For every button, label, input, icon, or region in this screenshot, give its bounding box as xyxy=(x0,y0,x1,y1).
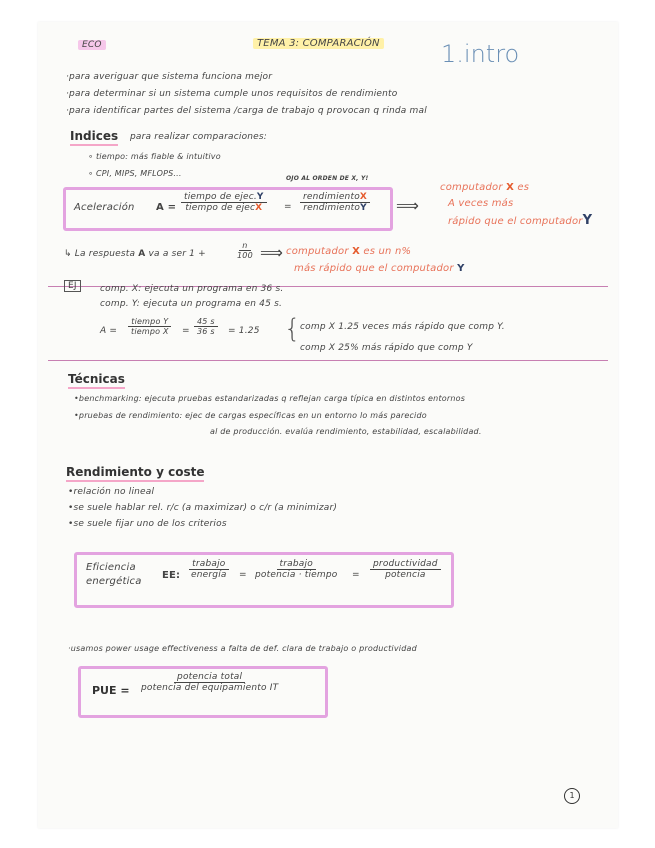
implies-arrow-icon: ⟹ xyxy=(396,196,419,215)
tecnicas-heading: Técnicas xyxy=(68,372,125,389)
tecnicas-bullet-1: •benchmarking: ejecuta pruebas estandarizadas q reflejan carga típica en distintos entornos xyxy=(74,394,466,403)
respuesta-fraction: $\frac{n}{100}$ xyxy=(237,241,253,260)
f2-den: rendimiento xyxy=(303,203,361,213)
y-var-icon: Y xyxy=(582,213,593,228)
eficiencia-label-1: Eficiencia xyxy=(86,562,136,573)
aceleracion-result-3: rápido que el computadorY xyxy=(448,213,593,228)
ejemplo-eq-2: = 1.25 xyxy=(228,326,260,336)
indices-heading: Indices xyxy=(70,129,118,146)
rendimiento-bullet-1: •relación no lineal xyxy=(68,487,155,497)
page-title: 1.intro xyxy=(441,40,520,68)
brace-icon: { xyxy=(284,314,301,344)
pue-fraction: $\frac{\text{potencia total}}{\text{potencia del equipamiento IT}}$ xyxy=(141,672,279,693)
ejemplo-fraction-2: $\frac{45 s}{36 s}$ xyxy=(194,317,218,336)
ejemplo-fraction-1: $\frac{\text{tiempo Y}}{\text{tiempo X}}$ xyxy=(128,317,172,336)
aceleracion-label: Aceleración xyxy=(74,202,135,213)
eficiencia-fraction-1: $\frac{\text{trabajo}}{\text{energía}}$ xyxy=(191,559,227,580)
aceleracion-result-2: A veces más xyxy=(448,198,514,209)
eficiencia-label-2: energética xyxy=(86,576,142,587)
ejemplo-conclusion-2: comp X 25% más rápido que comp Y xyxy=(300,343,473,353)
section-divider xyxy=(48,360,608,361)
indices-item-1: ∘ tiempo: más fiable & intuitivo xyxy=(88,152,221,161)
aceleracion-eq: = xyxy=(284,202,292,212)
ejemplo-eq-1: = xyxy=(182,326,190,336)
indices-item-2: ∘ CPI, MIPS, MFLOPS... xyxy=(88,169,182,178)
aceleracion-symbol: A = xyxy=(156,202,177,213)
f1-den: tiempo de ejec xyxy=(185,203,256,213)
respuesta-result-2: más rápido que el computador Y xyxy=(294,263,465,274)
eficiencia-fraction-3: $\frac{\text{productividad}}{\text{potencia}}$ xyxy=(370,559,441,580)
pue-symbol: PUE = xyxy=(92,684,130,697)
order-note: OJO AL ORDEN DE X, Y! xyxy=(286,175,369,182)
aceleracion-result-1: computador X es xyxy=(440,182,530,193)
page-number: 1 xyxy=(564,788,580,804)
pue-note: ·usamos power usage effectiveness a falta de def. clara de trabajo o productividad xyxy=(68,644,417,653)
rendimiento-bullet-2: •se suele hablar rel. r/c (a maximizar) o c/r (a minimizar) xyxy=(68,503,338,513)
intro-bullet-3: ·para identificar partes del sistema /carga de trabajo q provocan q rinda mal xyxy=(66,106,427,116)
ejemplo-line-2: comp. Y: ejecuta un programa en 45 s. xyxy=(100,299,283,309)
ejemplo-line-1: comp. X: ejecuta un programa en 36 s. xyxy=(100,284,284,294)
ejemplo-lhs: A = xyxy=(100,326,118,336)
x-var-icon: X xyxy=(255,203,263,213)
respuesta-line: ↳ La respuesta A va a ser 1 + xyxy=(64,249,206,259)
tecnicas-bullet-2a: •pruebas de rendimiento: ejec de cargas específicas en un entorno lo más parecido xyxy=(74,411,427,420)
eficiencia-eq-2: = xyxy=(352,570,360,580)
tecnicas-bullet-2b: al de producción. evalúa rendimiento, estabilidad, escalabilidad. xyxy=(210,427,482,436)
ejemplo-conclusion-1: comp X 1.25 veces más rápido que comp Y. xyxy=(300,322,505,332)
f1-num: tiempo de ejec. xyxy=(184,192,257,202)
f2-num: rendimiento xyxy=(303,192,360,202)
aceleracion-fraction-1 xyxy=(181,192,267,213)
y-var-icon: Y xyxy=(360,203,367,213)
notebook-page xyxy=(38,22,618,828)
intro-bullet-1: ·para averiguar que sistema funciona mejor xyxy=(66,72,273,82)
x-var-icon: X xyxy=(352,246,360,257)
y-var-icon: Y xyxy=(457,263,465,274)
eficiencia-eq-1: = xyxy=(239,570,247,580)
rendimiento-bullet-3: •se suele fijar uno de los criterios xyxy=(68,519,227,529)
y-var-icon: Y xyxy=(256,192,264,202)
rendimiento-heading: Rendimiento y coste xyxy=(66,465,204,482)
aceleracion-fraction-2 xyxy=(300,192,370,213)
topic-label: TEMA 3: COMPARACIÓN xyxy=(253,38,384,49)
intro-bullet-2: ·para determinar si un sistema cumple unos requisitos de rendimiento xyxy=(66,89,398,99)
respuesta-result-1: computador X es un n% xyxy=(286,246,412,257)
implies-arrow-icon: ⟹ xyxy=(260,243,283,262)
indices-heading-rest: para realizar comparaciones: xyxy=(130,132,268,142)
x-var-icon: X xyxy=(359,192,368,202)
subject-tag: ECO xyxy=(78,40,106,50)
eficiencia-symbol: EE: xyxy=(162,570,181,581)
eficiencia-fraction-2: $\frac{\text{trabajo}}{\text{potencia · tiempo}}$ xyxy=(255,559,338,580)
x-var-icon: X xyxy=(506,182,514,193)
ejemplo-tag: EJ xyxy=(64,280,81,292)
